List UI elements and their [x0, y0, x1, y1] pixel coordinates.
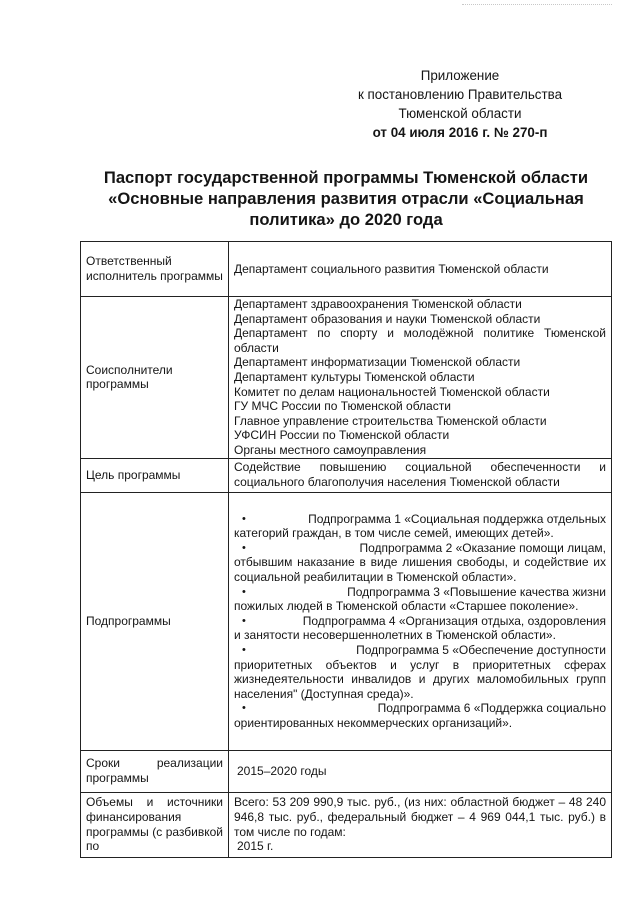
responsible-label: Ответственный исполнитель программы [81, 242, 229, 297]
appendix-label: Приложение [420, 68, 500, 83]
date-number: от 04 июля 2016 г. № 270-п [372, 125, 548, 140]
coexecutors-value [229, 297, 612, 459]
subprogram-item [234, 541, 606, 585]
coexecutor-item: Органы местного самоуправления [234, 442, 427, 457]
volumes-label: Объемы и источники финансирования программы (с разбивкой по [81, 792, 229, 857]
coexecutor-item: Департамент здравоохранения Тюменской области [234, 297, 522, 311]
coexecutor-item: ГУ МЧС России по Тюменской области [234, 399, 451, 414]
subprogram-rest: ориентированных некоммерческих организаций». [234, 715, 513, 730]
title-line-3: политика» до 2020 года [249, 210, 443, 229]
subprogram-item [234, 643, 606, 701]
subprograms-value [229, 492, 612, 750]
bullet-icon: • [242, 512, 246, 525]
volumes-year: 2015 г. [237, 839, 274, 854]
table-row-subprograms [81, 492, 612, 750]
bullet-icon: • [242, 643, 246, 656]
subprogram-item [234, 614, 606, 643]
subprogram-head: Подпрограмма 5 «Обеспечение доступности [356, 642, 606, 657]
coexecutor-item: Департамент по спорту и молодёжной политике Тюменской области [234, 326, 606, 355]
subprogram-head: Подпрограмма 6 «Поддержка социально [377, 701, 606, 716]
goal-label: Цель программы [81, 458, 229, 492]
subprogram-rest: пожилых людей в Тюменской области «Старшее поколение». [234, 599, 579, 614]
appendix-header [300, 66, 620, 142]
subprogram-head: Подпрограмма 4 «Организация отдыха, оздоровления [302, 613, 606, 628]
terms-value: 2015–2020 годы [229, 750, 612, 792]
responsible-value: Департамент социального развития Тюменской области [229, 242, 612, 297]
terms-label: Сроки реализации программы [81, 750, 229, 792]
document-title [86, 167, 606, 230]
subprogram-head: Подпрограмма 2 «Оказание помощи лицам, [359, 540, 606, 555]
bullet-icon: • [242, 585, 246, 598]
subprogram-rest: отбывшим наказание в виде лишения свободы, и содействие их социальной реабилитации в Тюменской области». [234, 555, 606, 584]
subprogram-rest: и занятости несовершеннолетних в Тюменской области». [234, 628, 556, 643]
region-line: Тюменской области [398, 106, 522, 121]
subprogram-item [234, 701, 606, 730]
title-line-2: «Основные направления развития отрасли «Социальная [108, 189, 584, 208]
resolution-line: к постановлению Правительства [357, 87, 563, 102]
passport-table [80, 241, 612, 858]
coexecutor-item: Комитет по делам национальностей Тюменской области [234, 384, 550, 399]
subprogram-rest: приоритетных объектов и услуг в приоритетных сферах жизнедеятельности инвалидов и других маломобильных групп населения" (Доступная среда)». [234, 657, 606, 701]
subprogram-item [234, 512, 606, 541]
subprogram-item [234, 585, 606, 614]
coexecutor-item: Департамент культуры Тюменской области [234, 369, 475, 384]
coexecutor-item: УФСИН России по Тюменской области [234, 428, 450, 443]
table-row-coexecutors [81, 297, 612, 459]
coexecutor-item: Департамент образования и науки Тюменской области [234, 311, 541, 326]
table-row-responsible [81, 242, 612, 297]
volumes-value [229, 792, 612, 857]
bullet-icon: • [242, 614, 246, 627]
bullet-icon: • [242, 702, 246, 715]
table-row-goal [81, 458, 612, 492]
subprograms-label: Подпрограммы [81, 492, 229, 750]
subprogram-head: Подпрограмма 1 «Социальная поддержка отдельных [308, 511, 606, 526]
bullet-icon: • [242, 541, 246, 554]
coexecutor-item: Департамент информатизации Тюменской области [234, 355, 521, 370]
coexecutor-item: Главное управление строительства Тюменской области [234, 413, 547, 428]
scan-artifact [462, 4, 612, 7]
goal-value: Содействие повышению социальной обеспеченности и социального благополучия населения Тюменской области [229, 458, 612, 492]
table-row-terms [81, 750, 612, 792]
volumes-total: Всего: 53 209 990,9 тыс. руб., (из них: областной бюджет – 48 240 946,8 тыс. руб., федеральный бюджет – 4 969 044,1 тыс. руб.) в том числе по годам: [234, 795, 606, 839]
coexecutors-label: Соисполнители программы [81, 297, 229, 459]
table-row-volumes [81, 792, 612, 857]
subprogram-head: Подпрограмма 3 «Повышение качества жизни [347, 584, 606, 599]
subprogram-rest: категорий граждан, в том числе семей, имеющих детей». [234, 526, 554, 541]
title-line-1: Паспорт государственной программы Тюменской области [103, 168, 589, 187]
